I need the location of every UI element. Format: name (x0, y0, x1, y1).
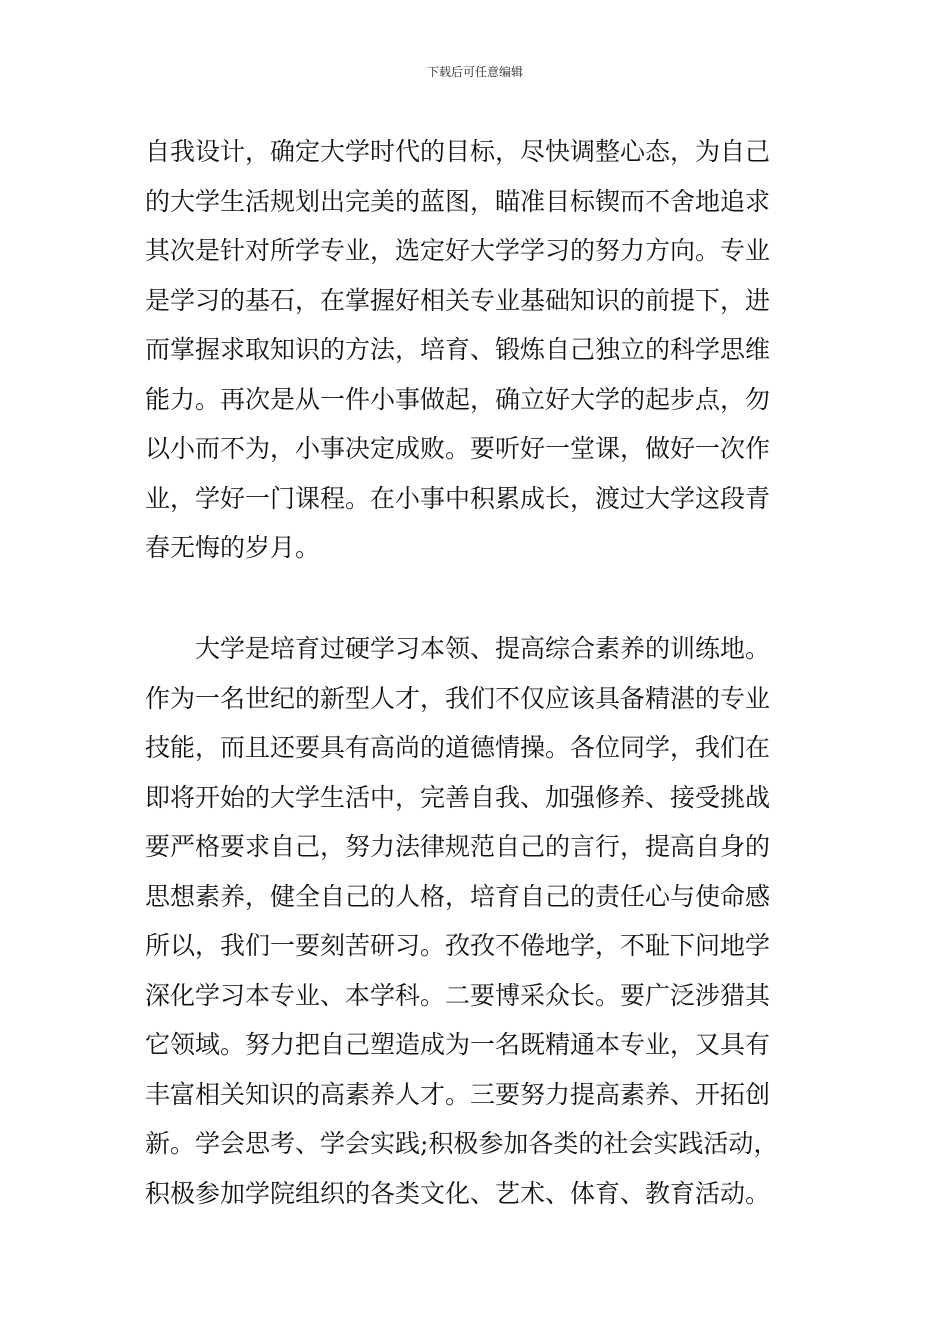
text-line: 以小而不为，小事决定成败。要听好一堂课，做好一次作 (145, 434, 771, 463)
text-line: 深化学习本专业、本学科。二要博采众长。要广泛涉猎其 (145, 980, 771, 1010)
text-line: 是学习的基石，在掌握好相关专业基础知识的前提下，进 (145, 285, 771, 315)
text-line: 而掌握求取知识的方法，培育、锻炼自己独立的科学思维 (145, 335, 771, 364)
text-line: 业，学好一门课程。在小事中积累成长，渡过大学这段青 (145, 483, 771, 513)
page-header: 下载后可任意编辑 (426, 65, 523, 79)
text-line: 要严格要求自己，努力法律规范自己的言行，提高自身的 (145, 832, 771, 861)
text-line: 所以，我们一要刻苦研习。孜孜不倦地学，不耻下问地学 (145, 931, 771, 960)
paragraph-1 (145, 127, 810, 573)
text-line: 它领域。努力把自己塑造成为一名既精通本专业，又具有 (145, 1030, 771, 1059)
paragraph-2 (145, 624, 810, 1218)
text-line: 积极参加学院组织的各类文化、艺术、体育、教育活动。 (145, 1178, 771, 1208)
text-line: 新。学会思考、学会实践;积极参加各类的社会实践活动， (145, 1129, 779, 1158)
text-line: 春无悔的岁月。 (145, 533, 321, 562)
text-line: 其次是针对所学专业，选定好大学学习的努力方向。专业 (145, 236, 771, 265)
text-line: 自我设计，确定大学时代的目标，尽快调整心态，为自己 (145, 137, 771, 166)
text-line: 即将开始的大学生活中，完善自我、加强修养、接受挑战 (145, 782, 771, 812)
text-line: 技能，而且还要具有高尚的道德情操。各位同学，我们在 (145, 733, 771, 762)
text-line: 的大学生活规划出完美的蓝图，瞄准目标锲而不舍地追求 (145, 186, 771, 216)
text-line: 丰富相关知识的高素养人才。三要努力提高素养、开拓创 (145, 1079, 771, 1109)
text-line: 作为一名世纪的新型人才，我们不仅应该具备精湛的专业 (145, 683, 771, 713)
text-line: 思想素养，健全自己的人格，培育自己的责任心与使命感 (145, 881, 771, 911)
text-line: 大学是培育过硬学习本领、提高综合素养的训练地。 (195, 634, 771, 663)
text-line: 能力。再次是从一件小事做起，确立好大学的起步点，勿 (145, 384, 771, 414)
